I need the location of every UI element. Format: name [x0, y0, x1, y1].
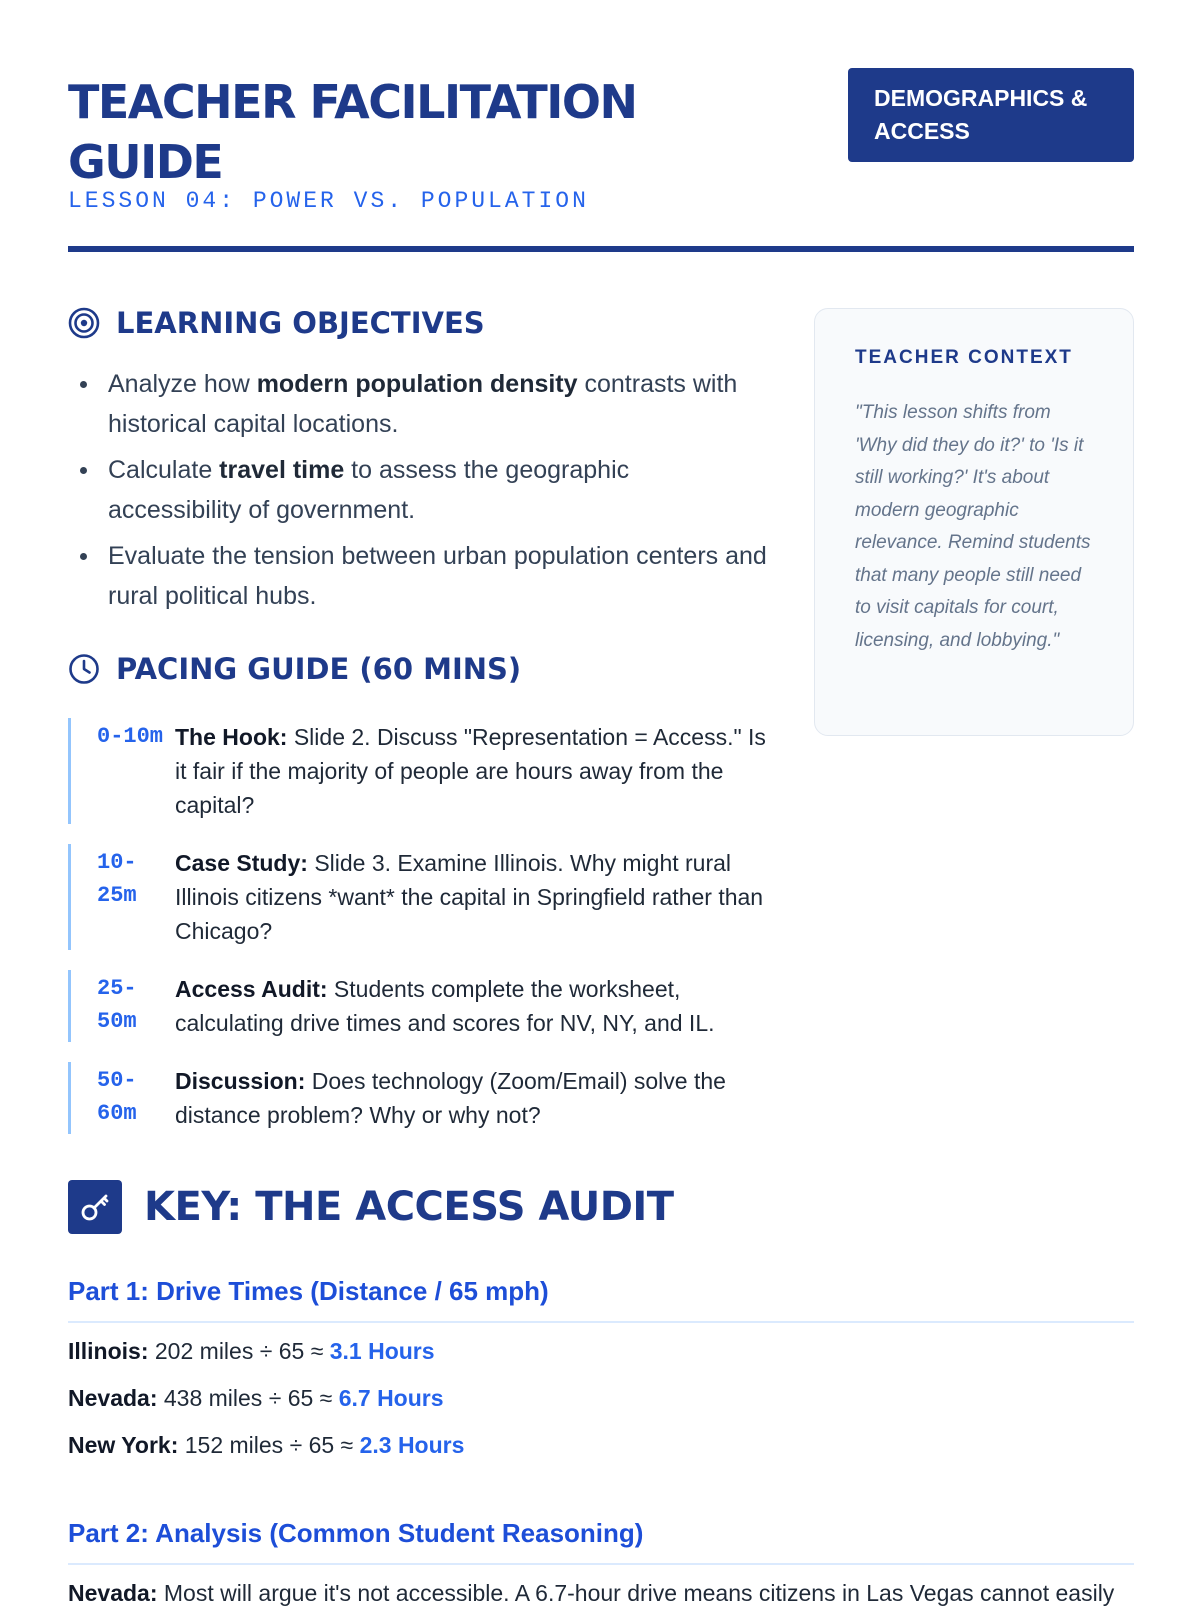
target-icon — [68, 307, 100, 339]
objectives-heading — [68, 306, 485, 340]
part1-heading: Part 1: Drive Times (Distance / 65 mph) — [68, 1276, 1134, 1323]
list-item: Evaluate the tension between urban population centers and rural political hubs. — [68, 536, 768, 616]
pacing-row — [68, 1062, 768, 1134]
list-item: Calculate travel time to assess the geographic accessibility of government. — [68, 450, 768, 530]
list-item: Analyze how modern population density contrasts with historical capital locations. — [68, 364, 768, 444]
drive-time-row: New York: 152 miles ÷ 65 ≈ 2.3 Hours — [68, 1432, 465, 1458]
key-icon — [68, 1180, 122, 1234]
teacher-context-card — [814, 308, 1134, 736]
guide-header — [68, 72, 1134, 254]
pacing-heading-label: PACING GUIDE (60 MINS) — [116, 652, 522, 686]
pacing-description: Discussion: Does technology (Zoom/Email) solve the distance problem? Why or why not? — [175, 1068, 726, 1128]
topic-badge: DEMOGRAPHICS & ACCESS — [848, 68, 1134, 162]
part2-heading: Part 2: Analysis (Common Student Reasoning) — [68, 1518, 1134, 1565]
pacing-description: The Hook: Slide 2. Discuss "Representation = Access." Is it fair if the majority of people are hours away from the capital? — [175, 724, 766, 818]
objectives-list — [68, 364, 768, 622]
page-title: TEACHER FACILITATION GUIDE — [68, 75, 637, 189]
context-title: TEACHER CONTEXT — [855, 347, 1073, 368]
pacing-row — [68, 844, 768, 950]
lesson-subtitle: LESSON 04: POWER VS. POPULATION — [68, 188, 589, 214]
clock-icon — [68, 653, 100, 685]
pacing-row — [68, 970, 768, 1042]
pacing-description: Access Audit: Students complete the worksheet, calculating drive times and scores for NV, NY, and IL. — [175, 976, 715, 1036]
pacing-time: 10-25m — [97, 850, 137, 908]
drive-time-row: Nevada: 438 miles ÷ 65 ≈ 6.7 Hours — [68, 1385, 444, 1411]
pacing-time: 50-60m — [97, 1068, 137, 1126]
pacing-list — [68, 718, 768, 1154]
pacing-heading — [68, 652, 521, 686]
pacing-time: 25-50m — [97, 976, 137, 1034]
header-divider — [68, 246, 1134, 252]
pacing-row — [68, 718, 768, 824]
pacing-description: Case Study: Slide 3. Examine Illinois. Why might rural Illinois citizens *want* the capital in Springfield rather than Chicago? — [175, 850, 764, 944]
analysis-row: Nevada: Most will argue it's not accessible. A 6.7-hour drive means citizens in Las Vegas cannot easily — [68, 1580, 1115, 1606]
pacing-time: 0-10m — [97, 724, 164, 749]
key-title: KEY: THE ACCESS AUDIT — [144, 1184, 674, 1230]
drive-time-row: Illinois: 202 miles ÷ 65 ≈ 3.1 Hours — [68, 1338, 435, 1364]
objectives-heading-label: LEARNING OBJECTIVES — [116, 306, 485, 340]
key-heading — [68, 1180, 674, 1234]
context-quote: "This lesson shifts from 'Why did they do it?' to 'Is it still working?' It's about modern geographic relevance. Remind students that many people still need to visit capitals for court, licensing, and lobbying." — [855, 402, 1091, 651]
